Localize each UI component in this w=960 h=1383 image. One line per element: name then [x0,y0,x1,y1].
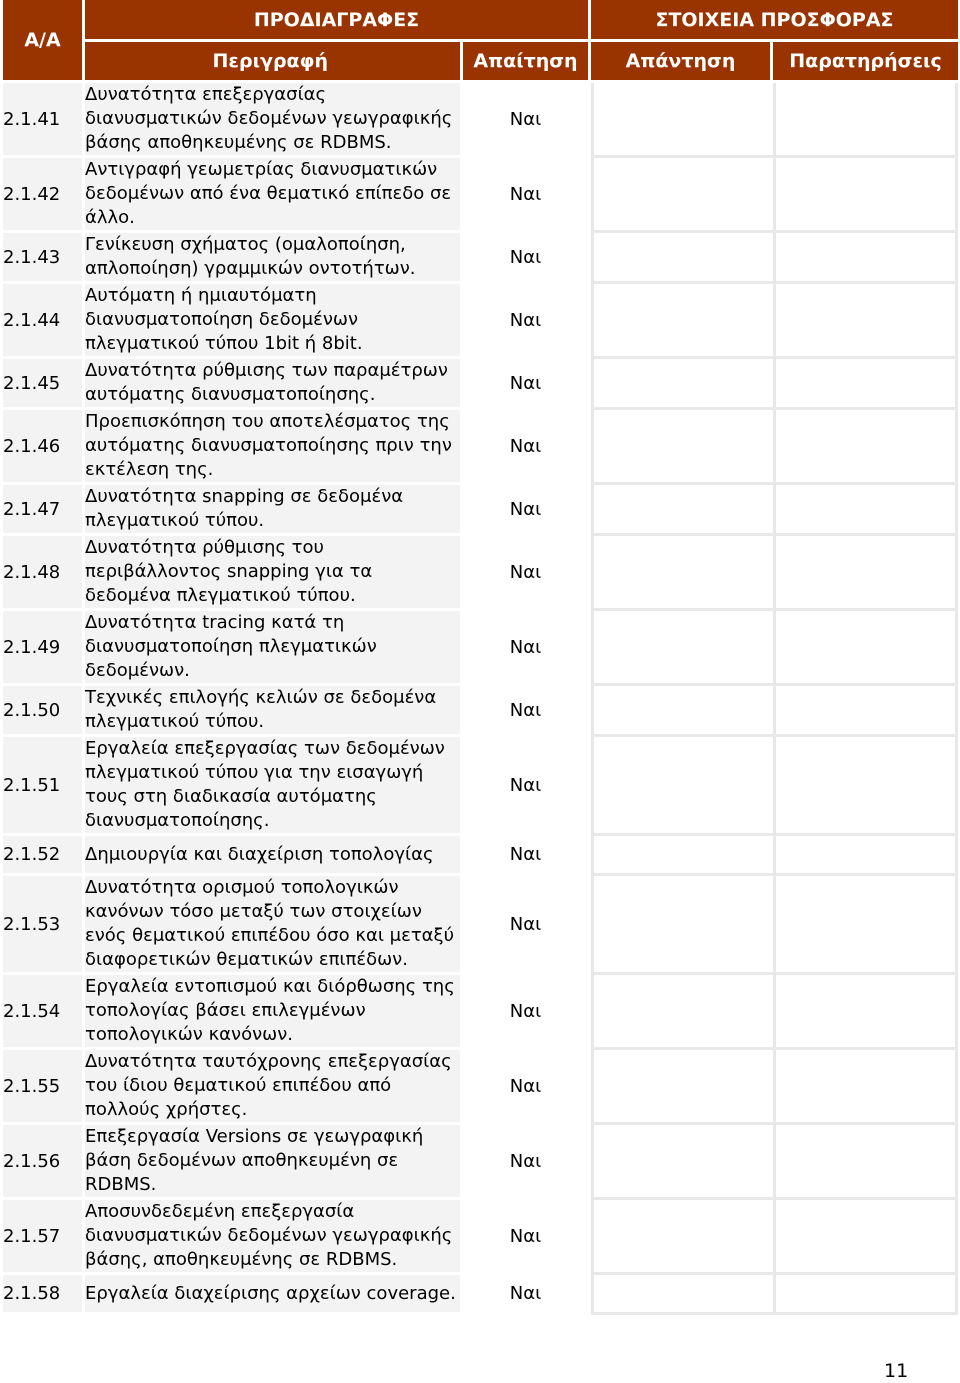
row-remarks-cell [773,1125,958,1200]
row-number: 2.1.47 [3,485,85,536]
specifications-table [3,0,958,1315]
row-remarks-cell [773,1275,958,1315]
row-number: 2.1.56 [3,1125,85,1200]
row-number: 2.1.42 [3,158,85,233]
row-description: Δυνατότητα ταυτόχρονης επεξεργασίας του ίδιου θεματικού επιπέδου από πολλούς χρήστες. [85,1050,463,1125]
row-number: 2.1.50 [3,686,85,737]
row-description: Δυνατότητα snapping σε δεδομένα πλεγματικού τύπου. [85,485,463,536]
header-remarks: Παρατηρήσεις [773,42,958,83]
row-number: 2.1.55 [3,1050,85,1125]
row-description: Τεχνικές επιλογής κελιών σε δεδομένα πλεγματικού τύπου. [85,686,463,737]
row-remarks-cell [773,158,958,233]
table-row [3,536,958,611]
row-description: Γενίκευση σχήματος (ομαλοποίηση, απλοποίηση) γραμμικών οντοτήτων. [85,233,463,284]
row-description: Προεπισκόπηση του αποτελέσματος της αυτόματης διανυσματοποίησης πριν την εκτέλεση της. [85,410,463,485]
table-row [3,876,958,975]
row-answer-cell [591,83,773,158]
row-requirement: Ναι [463,686,591,737]
table-row [3,1275,958,1315]
header-aa: Α/Α [3,0,85,83]
row-requirement: Ναι [463,536,591,611]
row-remarks-cell [773,284,958,359]
row-description: Δυνατότητα επεξεργασίας διανυσματικών δεδομένων γεωγραφικής βάσης αποθηκευμένης σε RDBMS. [85,83,463,158]
row-remarks-cell [773,536,958,611]
row-remarks-cell [773,1050,958,1125]
row-number: 2.1.52 [3,836,85,876]
row-remarks-cell [773,836,958,876]
row-description: Εργαλεία επεξεργασίας των δεδομένων πλεγματικού τύπου για την εισαγωγή τους στη διαδικασία αυτόματης διανυσματοποίησης. [85,737,463,836]
row-number: 2.1.44 [3,284,85,359]
row-requirement: Ναι [463,284,591,359]
row-answer-cell [591,686,773,737]
row-number: 2.1.46 [3,410,85,485]
table-row [3,975,958,1050]
table-row [3,359,958,410]
row-answer-cell [591,284,773,359]
row-requirement: Ναι [463,1125,591,1200]
table-row [3,410,958,485]
header-offer: ΣΤΟΙΧΕΙΑ ΠΡΟΣΦΟΡΑΣ [591,0,958,42]
row-description: Επεξεργασία Versions σε γεωγραφική βάση δεδομένων αποθηκευμένη σε RDBMS. [85,1125,463,1200]
row-answer-cell [591,611,773,686]
row-answer-cell [591,1275,773,1315]
row-remarks-cell [773,83,958,158]
row-description: Εργαλεία εντοπισμού και διόρθωσης της τοπολογίας βάσει επιλεγμένων τοπολογικών κανόνων. [85,975,463,1050]
row-requirement: Ναι [463,836,591,876]
row-remarks-cell [773,876,958,975]
table-row [3,485,958,536]
row-answer-cell [591,836,773,876]
row-requirement: Ναι [463,485,591,536]
row-number: 2.1.48 [3,536,85,611]
row-answer-cell [591,359,773,410]
row-requirement: Ναι [463,233,591,284]
row-answer-cell [591,1050,773,1125]
row-description: Εργαλεία διαχείρισης αρχείων coverage. [85,1275,463,1315]
row-remarks-cell [773,737,958,836]
row-requirement: Ναι [463,975,591,1050]
row-requirement: Ναι [463,83,591,158]
row-number: 2.1.41 [3,83,85,158]
row-requirement: Ναι [463,876,591,975]
row-answer-cell [591,158,773,233]
row-requirement: Ναι [463,158,591,233]
row-answer-cell [591,233,773,284]
row-requirement: Ναι [463,737,591,836]
row-number: 2.1.51 [3,737,85,836]
row-number: 2.1.54 [3,975,85,1050]
row-number: 2.1.45 [3,359,85,410]
row-remarks-cell [773,410,958,485]
row-description: Δυνατότητα ορισμού τοπολογικών κανόνων τόσο μεταξύ των στοιχείων ενός θεματικού επιπέδου όσο και μεταξύ διαφορετικών θεματικών επιπέδων. [85,876,463,975]
table-row [3,83,958,158]
row-number: 2.1.58 [3,1275,85,1315]
row-answer-cell [591,1125,773,1200]
row-description: Αντιγραφή γεωμετρίας διανυσματικών δεδομένων από ένα θεματικό επίπεδο σε άλλο. [85,158,463,233]
table-row [3,1050,958,1125]
row-description: Αυτόματη ή ημιαυτόματη διανυσματοποίηση δεδομένων πλεγματικού τύπου 1bit ή 8bit. [85,284,463,359]
row-answer-cell [591,1200,773,1275]
table-row [3,836,958,876]
table-row [3,233,958,284]
header-description: Περιγραφή [85,42,463,83]
row-remarks-cell [773,485,958,536]
row-answer-cell [591,975,773,1050]
row-requirement: Ναι [463,410,591,485]
table-row [3,1200,958,1275]
table-row [3,737,958,836]
row-description: Αποσυνδεδεμένη επεξεργασία διανυσματικών δεδομένων γεωγραφικής βάσης, αποθηκευμένης σε RDBMS. [85,1200,463,1275]
row-remarks-cell [773,975,958,1050]
table-row [3,611,958,686]
row-remarks-cell [773,611,958,686]
table-row [3,1125,958,1200]
table-row [3,686,958,737]
row-number: 2.1.53 [3,876,85,975]
row-answer-cell [591,485,773,536]
page-number: 11 [884,1360,909,1382]
row-requirement: Ναι [463,359,591,410]
table-row [3,158,958,233]
row-description: Δυνατότητα ρύθμισης των παραμέτρων αυτόματης διανυσματοποίησης. [85,359,463,410]
header-requirement: Απαίτηση [463,42,591,83]
row-requirement: Ναι [463,1050,591,1125]
row-answer-cell [591,536,773,611]
row-answer-cell [591,876,773,975]
row-answer-cell [591,737,773,836]
row-requirement: Ναι [463,611,591,686]
row-answer-cell [591,410,773,485]
row-description: Δημιουργία και διαχείριση τοπολογίας [85,836,463,876]
row-remarks-cell [773,233,958,284]
header-answer: Απάντηση [591,42,773,83]
row-number: 2.1.43 [3,233,85,284]
row-number: 2.1.49 [3,611,85,686]
row-remarks-cell [773,686,958,737]
row-description: Δυνατότητα tracing κατά τη διανυσματοποίηση πλεγματικών δεδομένων. [85,611,463,686]
row-number: 2.1.57 [3,1200,85,1275]
header-specifications: ΠΡΟΔΙΑΓΡΑΦΕΣ [85,0,591,42]
row-requirement: Ναι [463,1200,591,1275]
row-description: Δυνατότητα ρύθμισης του περιβάλλοντος snapping για τα δεδομένα πλεγματικού τύπου. [85,536,463,611]
row-requirement: Ναι [463,1275,591,1315]
table-row [3,284,958,359]
row-remarks-cell [773,1200,958,1275]
row-remarks-cell [773,359,958,410]
